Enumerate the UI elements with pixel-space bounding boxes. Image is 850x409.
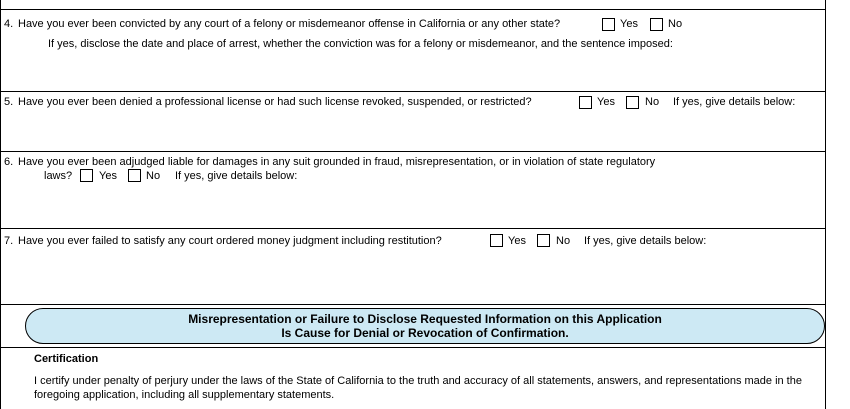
question-followup: If yes, give details below: — [584, 235, 707, 247]
certification-text-line1: I certify under penalty of perjury under the laws of the State of California to the truth and accuracy of all statements, answers, and representations made in the — [34, 375, 802, 387]
yes-label: Yes — [508, 235, 526, 247]
q7-yes-checkbox[interactable] — [490, 234, 503, 247]
q7-details-field[interactable] — [10, 252, 820, 300]
q5-yes-checkbox[interactable] — [579, 96, 592, 109]
question-number: 5. — [4, 96, 14, 108]
warning-banner-line2: Is Cause for Denial or Revocation of Confirmation. — [281, 326, 569, 340]
warning-banner-line1: Misrepresentation or Failure to Disclose Requested Information on this Application — [188, 312, 662, 326]
divider — [0, 91, 826, 92]
question-followup: If yes, give details below: — [175, 170, 298, 182]
q7-no-checkbox[interactable] — [537, 234, 550, 247]
certification-heading: Certification — [34, 353, 99, 365]
question-number: 4. — [4, 18, 14, 30]
divider — [0, 304, 826, 305]
yes-label: Yes — [597, 96, 615, 108]
divider — [0, 151, 826, 152]
question-text: Have you ever failed to satisfy any court ordered money judgment including restitution? — [18, 235, 442, 247]
question-text: Have you ever been convicted by any court of a felony or misdemeanor offense in California or any other state? — [18, 18, 561, 30]
divider — [0, 228, 826, 229]
q4-yes-checkbox[interactable] — [602, 18, 615, 31]
q6-yes-checkbox[interactable] — [80, 169, 93, 182]
certification-text-line2: foregoing application, including all supplementary statements. — [34, 389, 335, 401]
q5-details-field[interactable] — [10, 112, 820, 148]
no-label: No — [668, 18, 683, 30]
q4-no-checkbox[interactable] — [650, 18, 663, 31]
question-number: 7. — [4, 235, 14, 247]
question-number: 6. — [4, 156, 14, 168]
yes-label: Yes — [99, 170, 117, 182]
q6-no-checkbox[interactable] — [128, 169, 141, 182]
q5-no-checkbox[interactable] — [626, 96, 639, 109]
question-text: Have you ever been adjudged liable for damages in any suit grounded in fraud, misrepresentation, or in violation of state regulatory — [18, 156, 656, 168]
q6-details-field[interactable] — [10, 188, 820, 224]
no-label: No — [146, 170, 161, 182]
no-label: No — [556, 235, 571, 247]
question-followup: If yes, disclose the date and place of arrest, whether the conviction was for a felony or misdemeanor, and the sentence imposed: — [48, 38, 673, 50]
yes-label: Yes — [620, 18, 638, 30]
no-label: No — [645, 96, 660, 108]
divider — [0, 347, 826, 348]
divider — [0, 9, 826, 10]
q4-details-field[interactable] — [40, 54, 820, 88]
question-followup: If yes, give details below: — [673, 96, 796, 108]
question-text-continued: laws? — [44, 170, 73, 182]
question-text: Have you ever been denied a professional license or had such license revoked, suspended, or restricted? — [18, 96, 532, 108]
